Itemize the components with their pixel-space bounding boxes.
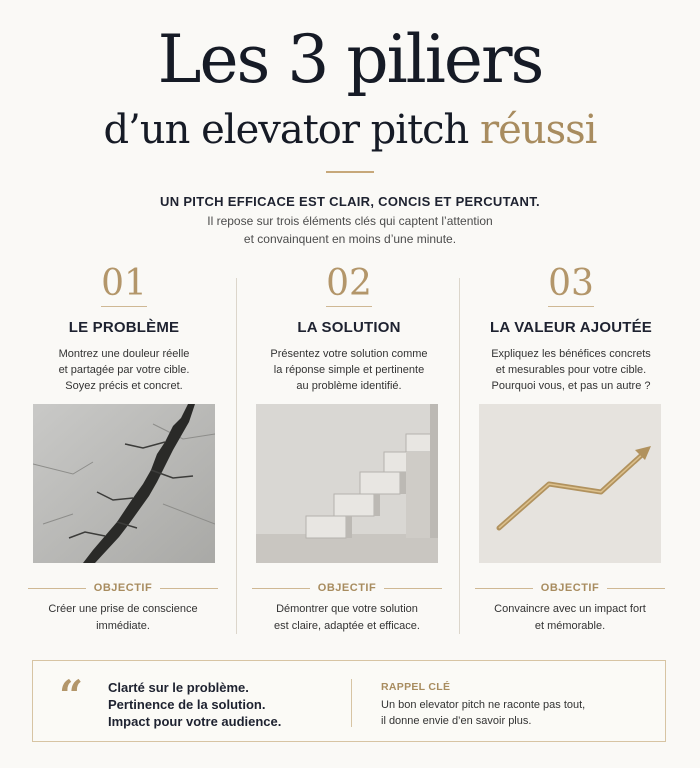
intro-line: et convainquent en moins d’une minute. (243, 232, 457, 246)
pillar-number: 03 (548, 263, 594, 304)
column-divider (236, 278, 237, 634)
concrete-stairs-image (256, 404, 438, 563)
pillar-number: 02 (326, 263, 372, 304)
pillar-solution (248, 262, 450, 394)
title-divider (326, 171, 374, 173)
objectif-heading (28, 582, 218, 594)
objectif-heading (252, 582, 442, 594)
objectif-text (247, 601, 447, 635)
objectif-text (470, 601, 670, 635)
desc-line: Présentez votre solution comme (270, 348, 428, 360)
objectif-line: Convaincre avec un impact fort (494, 603, 646, 615)
desc-line: et mesurables pour votre cible. (495, 364, 647, 376)
quote-line: Clarté sur le problème. (108, 680, 249, 695)
desc-line: au problème identifié. (296, 380, 402, 392)
objectif-label: OBJECTIF (540, 582, 600, 594)
divider (384, 588, 442, 589)
desc-line: Soyez précis et concret. (65, 380, 183, 392)
intro-text (0, 212, 700, 248)
page-subtitle (0, 103, 700, 157)
number-underline (101, 306, 147, 307)
quote-divider (351, 679, 352, 727)
desc-line: la réponse simple et pertinente (273, 364, 425, 376)
rappel-label: RAPPEL CLÉ (381, 681, 451, 693)
divider (252, 588, 310, 589)
divider (28, 588, 86, 589)
pillar-title: LA SOLUTION (297, 319, 401, 336)
divider (160, 588, 218, 589)
page-title: Les 3 piliers (157, 21, 543, 98)
cracked-ground-image (33, 404, 215, 563)
desc-line: et partagée par votre cible. (58, 364, 190, 376)
pillar-value (470, 262, 672, 394)
desc-line: Pourquoi vous, et pas un autre ? (491, 380, 651, 392)
quote-line: Pertinence de la solution. (108, 697, 266, 712)
quote-mark-icon: “ (59, 671, 84, 720)
objectif-text (23, 601, 223, 635)
divider (607, 588, 665, 589)
rappel-text (381, 697, 585, 729)
pillar-description (23, 346, 225, 394)
key-reminder-box (32, 660, 666, 742)
intro-headline: UN PITCH EFFICACE EST CLAIR, CONCIS ET PERCUTANT. (160, 194, 540, 209)
intro-line: Il repose sur trois éléments clés qui captent l’attention (207, 214, 493, 228)
pillar-description (248, 346, 450, 394)
pillar-number: 01 (101, 263, 147, 304)
objectif-line: immédiate. (96, 620, 150, 632)
desc-line: Montrez une douleur réelle (58, 348, 190, 360)
pillar-title: LA VALEUR AJOUTÉE (489, 319, 653, 336)
number-underline (326, 306, 372, 307)
rising-arrow-image (479, 404, 661, 563)
pillar-problem (23, 262, 225, 394)
objectif-line: Démontrer que votre solution (276, 603, 418, 615)
objectif-line: Créer une prise de conscience (48, 603, 198, 615)
subtitle-accent: réussi (480, 107, 597, 153)
objectif-label: OBJECTIF (317, 582, 377, 594)
quote-text (108, 679, 281, 730)
rappel-line: il donne envie d’en savoir plus. (381, 715, 532, 727)
divider (475, 588, 533, 589)
objectif-line: est claire, adaptée et efficace. (274, 620, 420, 632)
number-underline (548, 306, 594, 307)
pillar-description (470, 346, 672, 394)
objectif-heading (475, 582, 665, 594)
rappel-line: Un bon elevator pitch ne raconte pas tout, (381, 699, 586, 711)
objectif-label: OBJECTIF (93, 582, 153, 594)
subtitle-main: d’un elevator pitch (103, 107, 481, 153)
pillar-title: LE PROBLÈME (68, 319, 180, 336)
quote-line: Impact pour votre audience. (108, 714, 282, 729)
column-divider (459, 278, 460, 634)
objectif-line: et mémorable. (534, 620, 606, 632)
desc-line: Expliquez les bénéfices concrets (491, 348, 651, 360)
